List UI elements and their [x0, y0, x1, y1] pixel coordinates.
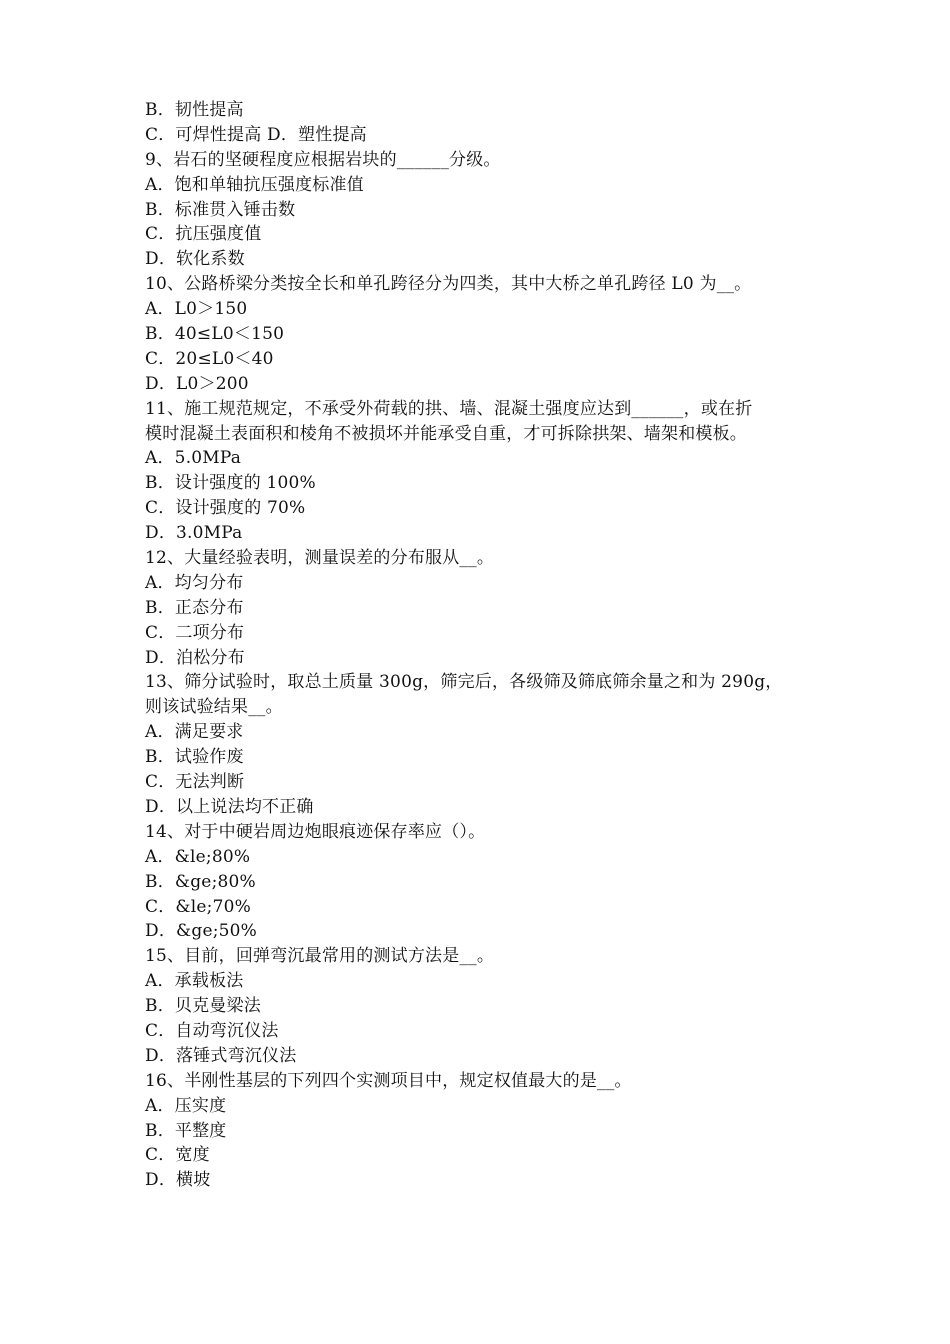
q14-option-d: D．&ge;50%: [145, 921, 258, 942]
question-14: 14、对于中硬岩周边炮眼痕迹保存率应（）。: [145, 821, 486, 842]
q14-option-a: A．&le;80%: [145, 846, 251, 867]
q13-option-b: B．试验作废: [145, 747, 244, 768]
q9-option-d: D．软化系数: [145, 249, 245, 270]
q15-option-b: B．贝克曼梁法: [145, 996, 261, 1017]
q10-option-a: A．L0＞150: [145, 299, 248, 320]
q11-option-b: B．设计强度的 100%: [145, 473, 316, 494]
question-10: 10、公路桥梁分类按全长和单孔跨径分为四类，其中大桥之单孔跨径 L0 为__。: [145, 274, 752, 295]
q14-option-b: B．&ge;80%: [145, 871, 256, 892]
question-16: 16、半刚性基层的下列四个实测项目中，规定权值最大的是__。: [145, 1070, 632, 1091]
q16-option-b: B．平整度: [145, 1120, 227, 1141]
q16-option-d: D．横坡: [145, 1170, 211, 1191]
q12-option-c: C．二项分布: [145, 622, 245, 643]
q10-option-b: B．40≤L0＜150: [145, 324, 285, 345]
question-13-line-2: 则该试验结果__。: [145, 697, 283, 718]
question-11-line-2: 模时混凝土表面积和棱角不被损坏并能承受自重，才可拆除拱架、墙架和模板。: [145, 423, 747, 444]
q13-option-d: D．以上说法均不正确: [145, 796, 314, 817]
document-page: [145, 98, 825, 1193]
question-15: 15、目前，回弹弯沉最常用的测试方法是__。: [145, 946, 495, 967]
question-13-line-1: 13、筛分试验时，取总土质量 300g，筛完后，各级筛及筛底筛余量之和为 290g，: [145, 672, 783, 693]
question-11-line-1: 11、施工规范规定，不承受外荷载的拱、墙、混凝土强度应达到______，或在折: [145, 398, 753, 419]
q9-option-b: B．标准贯入锤击数: [145, 199, 296, 220]
q12-option-d: D．泊松分布: [145, 647, 245, 668]
q15-option-c: C．自动弯沉仪法: [145, 1020, 279, 1041]
q13-option-a: A．满足要求: [145, 722, 244, 743]
question-12: 12、大量经验表明，测量误差的分布服从__。: [145, 548, 495, 569]
question-9: 9、岩石的坚硬程度应根据岩块的______分级。: [145, 149, 501, 170]
q9-option-a: A．饱和单轴抗压强度标准值: [145, 174, 364, 195]
q12-option-b: B．正态分布: [145, 597, 244, 618]
option-cd-line: C．可焊性提高 D．塑性提高: [145, 124, 367, 145]
option-b-line: B．韧性提高: [145, 100, 244, 120]
q16-option-c: C．宽度: [145, 1145, 210, 1166]
q11-option-d: D．3.0MPa: [145, 523, 243, 544]
q10-option-c: C．20≤L0＜40: [145, 348, 274, 369]
q11-option-a: A．5.0MPa: [145, 448, 242, 469]
q15-option-a: A．承载板法: [145, 971, 244, 992]
q12-option-a: A．均匀分布: [145, 572, 244, 593]
q10-option-d: D．L0＞200: [145, 373, 249, 394]
q13-option-c: C．无法判断: [145, 772, 245, 793]
q9-option-c: C．抗压强度值: [145, 224, 262, 245]
q14-option-c: C．&le;70%: [145, 896, 251, 917]
q15-option-d: D．落锤式弯沉仪法: [145, 1045, 297, 1066]
q11-option-c: C．设计强度的 70%: [145, 498, 306, 519]
q16-option-a: A．压实度: [145, 1095, 227, 1116]
